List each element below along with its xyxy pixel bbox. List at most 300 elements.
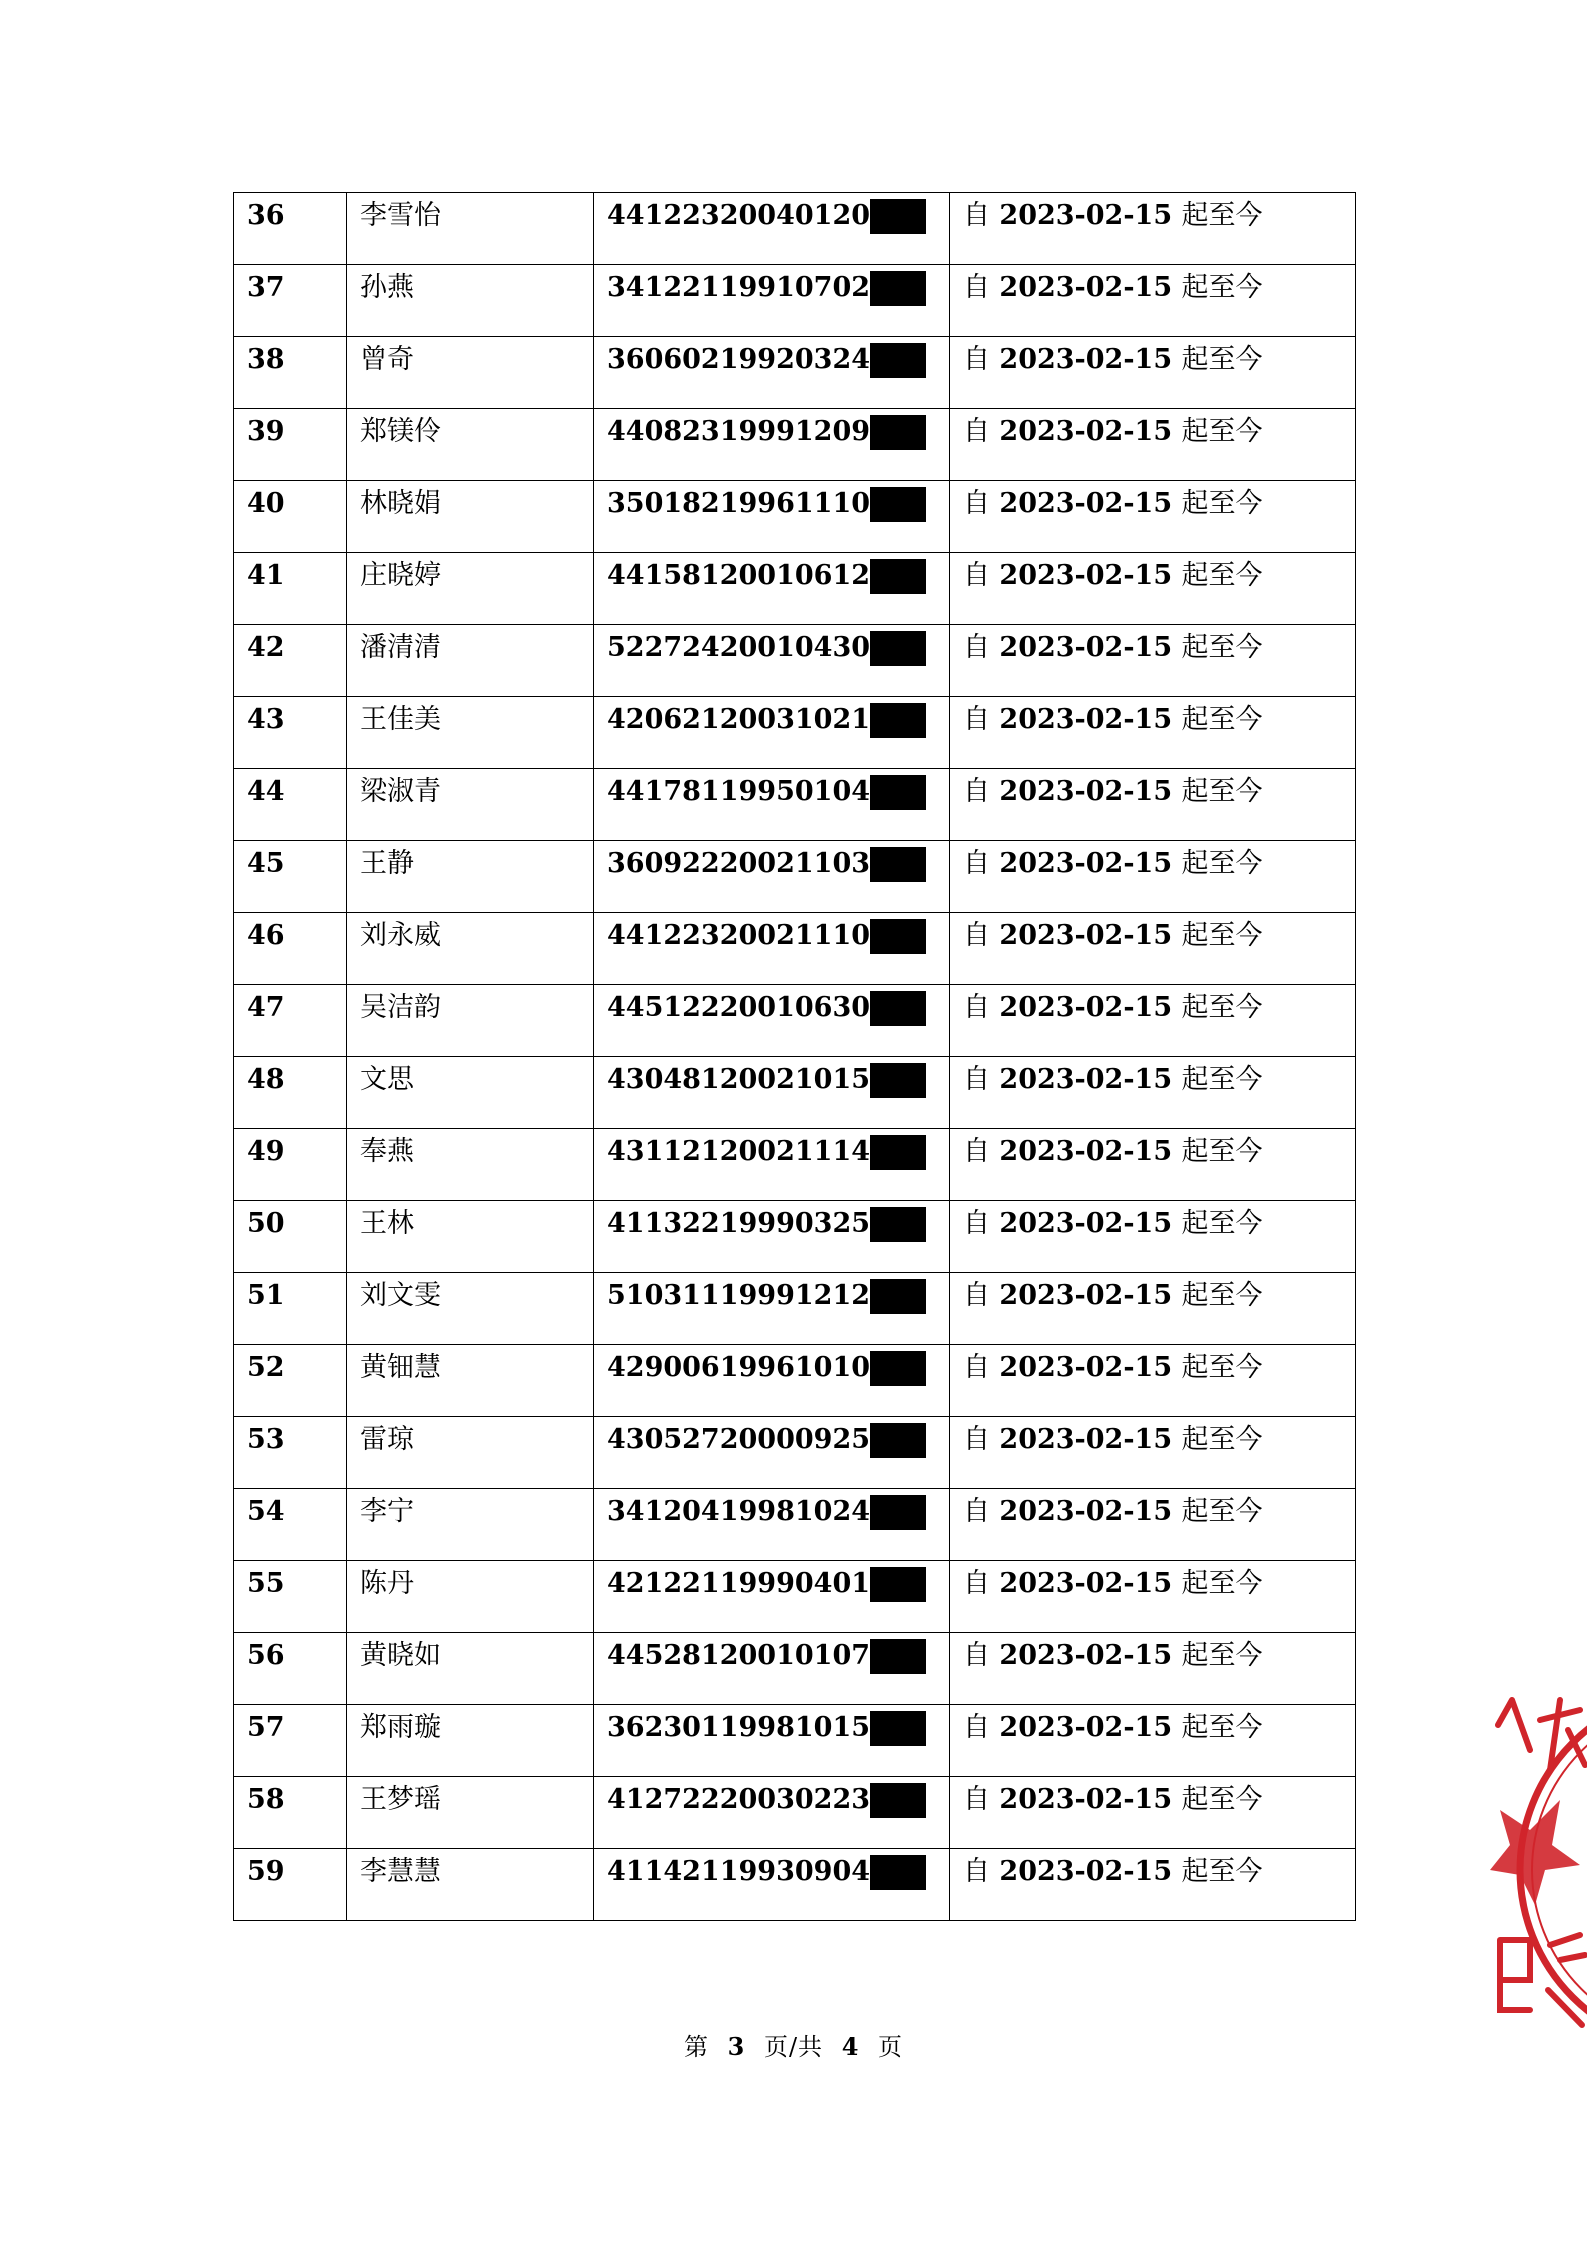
employee-name-cell	[347, 769, 594, 841]
id-number-cell	[594, 193, 950, 265]
employee-name-cell	[347, 1705, 594, 1777]
start-date: 2023-02-15	[999, 1568, 1173, 1599]
period-suffix: 起至今	[1181, 1568, 1263, 1599]
company-seal-stamp	[1490, 1680, 1587, 2060]
row-number: 54	[247, 1496, 285, 1527]
redaction-block	[870, 1135, 926, 1170]
id-number-wrapper	[607, 265, 926, 306]
period-suffix: 起至今	[1181, 272, 1263, 303]
employee-name: 雷琼	[360, 1424, 414, 1455]
id-number-visible: 44122320021110	[607, 920, 871, 951]
id-number-visible: 42900619961010	[607, 1352, 871, 1383]
period-suffix: 起至今	[1181, 416, 1263, 447]
employee-name: 庄晓婷	[360, 560, 441, 591]
table-row	[234, 1129, 1356, 1201]
start-date: 2023-02-15	[999, 560, 1173, 591]
id-number-wrapper	[607, 193, 926, 234]
employee-name-cell	[347, 1345, 594, 1417]
period-prefix: 自	[963, 1568, 990, 1599]
id-number-cell	[594, 1129, 950, 1201]
employee-name-cell	[347, 409, 594, 481]
employment-period	[963, 769, 1263, 807]
employment-period	[963, 1777, 1263, 1815]
id-number-cell	[594, 985, 950, 1057]
period-prefix: 自	[963, 776, 990, 807]
period-suffix: 起至今	[1181, 1712, 1263, 1743]
period-suffix: 起至今	[1181, 632, 1263, 663]
redaction-block	[870, 1783, 926, 1818]
id-number-wrapper	[607, 1201, 926, 1242]
row-number: 53	[247, 1424, 285, 1455]
id-number-cell	[594, 337, 950, 409]
period-prefix: 自	[963, 1424, 990, 1455]
employment-period-cell	[950, 625, 1356, 697]
page-current-number: 3	[727, 2032, 746, 2061]
row-number-cell	[234, 1057, 347, 1129]
table-row	[234, 985, 1356, 1057]
start-date: 2023-02-15	[999, 632, 1173, 663]
row-number-cell	[234, 1561, 347, 1633]
row-number: 38	[247, 344, 285, 375]
id-number-cell	[594, 625, 950, 697]
row-number-cell	[234, 553, 347, 625]
start-date: 2023-02-15	[999, 1352, 1173, 1383]
period-prefix: 自	[963, 416, 990, 447]
row-number: 42	[247, 632, 285, 663]
employee-name: 孙燕	[360, 272, 414, 303]
employee-name-cell	[347, 193, 594, 265]
start-date: 2023-02-15	[999, 1136, 1173, 1167]
employee-name-cell	[347, 841, 594, 913]
id-number-wrapper	[607, 481, 926, 522]
redaction-block	[870, 919, 926, 954]
period-prefix: 自	[963, 632, 990, 663]
employee-name-cell	[347, 1633, 594, 1705]
period-suffix: 起至今	[1181, 1784, 1263, 1815]
id-number-visible: 44122320040120	[607, 200, 871, 231]
row-number: 41	[247, 560, 285, 591]
row-number-cell	[234, 1417, 347, 1489]
employment-period	[963, 409, 1263, 447]
employment-period-cell	[950, 1777, 1356, 1849]
start-date: 2023-02-15	[999, 272, 1173, 303]
redaction-block	[870, 703, 926, 738]
id-number-wrapper	[607, 1561, 926, 1602]
table-row	[234, 1345, 1356, 1417]
id-number-visible: 51031119991212	[607, 1280, 871, 1311]
employment-period-cell	[950, 841, 1356, 913]
employee-name: 王静	[360, 848, 414, 879]
page-footer	[0, 2027, 1587, 2062]
employee-name: 郑雨璇	[360, 1712, 441, 1743]
id-number-visible: 42062120031021	[607, 704, 871, 735]
start-date: 2023-02-15	[999, 344, 1173, 375]
row-number: 57	[247, 1712, 285, 1743]
period-suffix: 起至今	[1181, 1064, 1263, 1095]
row-number: 40	[247, 488, 285, 519]
start-date: 2023-02-15	[999, 1640, 1173, 1671]
employee-name-cell	[347, 697, 594, 769]
table-row	[234, 1417, 1356, 1489]
start-date: 2023-02-15	[999, 488, 1173, 519]
id-number-visible: 42122119990401	[607, 1568, 871, 1599]
period-suffix: 起至今	[1181, 1496, 1263, 1527]
id-number-visible: 34122119910702	[607, 272, 871, 303]
start-date: 2023-02-15	[999, 1064, 1173, 1095]
employment-period-cell	[950, 1273, 1356, 1345]
redaction-block	[870, 1351, 926, 1386]
period-suffix: 起至今	[1181, 1856, 1263, 1887]
employee-name-cell	[347, 1849, 594, 1921]
id-number-visible: 35018219961110	[607, 488, 871, 519]
id-number-visible: 44082319991209	[607, 416, 871, 447]
redaction-block	[870, 271, 926, 306]
employment-period	[963, 1057, 1263, 1095]
employment-period-cell	[950, 1201, 1356, 1273]
redaction-block	[870, 1423, 926, 1458]
id-number-cell	[594, 409, 950, 481]
row-number: 58	[247, 1784, 285, 1815]
row-number: 37	[247, 272, 285, 303]
period-prefix: 自	[963, 1208, 990, 1239]
id-number-cell	[594, 553, 950, 625]
row-number: 39	[247, 416, 285, 447]
id-number-cell	[594, 1705, 950, 1777]
page-suffix: 页	[878, 2033, 904, 2061]
row-number: 49	[247, 1136, 285, 1167]
period-suffix: 起至今	[1181, 560, 1263, 591]
table-row	[234, 1489, 1356, 1561]
employee-name: 林晓娟	[360, 488, 441, 519]
table-row	[234, 913, 1356, 985]
row-number: 56	[247, 1640, 285, 1671]
redaction-block	[870, 631, 926, 666]
employment-period	[963, 1345, 1263, 1383]
employee-name: 李慧慧	[360, 1856, 441, 1887]
employment-period	[963, 1201, 1263, 1239]
start-date: 2023-02-15	[999, 1208, 1173, 1239]
row-number-cell	[234, 1849, 347, 1921]
row-number-cell	[234, 841, 347, 913]
id-number-wrapper	[607, 1273, 926, 1314]
period-prefix: 自	[963, 1352, 990, 1383]
row-number-cell	[234, 1633, 347, 1705]
period-prefix: 自	[963, 200, 990, 231]
row-number: 43	[247, 704, 285, 735]
employment-period-cell	[950, 1057, 1356, 1129]
period-prefix: 自	[963, 1136, 990, 1167]
period-prefix: 自	[963, 272, 990, 303]
start-date: 2023-02-15	[999, 1280, 1173, 1311]
row-number: 46	[247, 920, 285, 951]
redaction-block	[870, 1063, 926, 1098]
redaction-block	[870, 1639, 926, 1674]
period-suffix: 起至今	[1181, 344, 1263, 375]
id-number-visible: 44178119950104	[607, 776, 871, 807]
period-prefix: 自	[963, 1640, 990, 1671]
id-number-wrapper	[607, 769, 926, 810]
employee-name: 陈丹	[360, 1568, 414, 1599]
start-date: 2023-02-15	[999, 1856, 1173, 1887]
start-date: 2023-02-15	[999, 200, 1173, 231]
employment-period-cell	[950, 1561, 1356, 1633]
id-number-cell	[594, 697, 950, 769]
redaction-block	[870, 1855, 926, 1890]
id-number-visible: 43052720000925	[607, 1424, 871, 1455]
row-number-cell	[234, 265, 347, 337]
employee-name-cell	[347, 553, 594, 625]
employee-name: 吴洁韵	[360, 992, 441, 1023]
employment-period-cell	[950, 1129, 1356, 1201]
id-number-wrapper	[607, 1633, 926, 1674]
id-number-visible: 44528120010107	[607, 1640, 871, 1671]
employee-name: 王梦瑶	[360, 1784, 441, 1815]
row-number-cell	[234, 1201, 347, 1273]
row-number: 50	[247, 1208, 285, 1239]
row-number: 47	[247, 992, 285, 1023]
period-prefix: 自	[963, 560, 990, 591]
id-number-wrapper	[607, 841, 926, 882]
id-number-cell	[594, 1849, 950, 1921]
id-number-cell	[594, 1489, 950, 1561]
row-number-cell	[234, 481, 347, 553]
seal-graphic	[1490, 1680, 1587, 2060]
employment-period	[963, 337, 1263, 375]
employment-period	[963, 1705, 1263, 1743]
id-number-wrapper	[607, 1057, 926, 1098]
period-suffix: 起至今	[1181, 1352, 1263, 1383]
employment-period	[963, 193, 1263, 231]
id-number-wrapper	[607, 1705, 926, 1746]
employment-period-cell	[950, 337, 1356, 409]
period-suffix: 起至今	[1181, 992, 1263, 1023]
employment-period-cell	[950, 1705, 1356, 1777]
id-number-visible: 34120419981024	[607, 1496, 871, 1527]
id-number-cell	[594, 1417, 950, 1489]
row-number-cell	[234, 409, 347, 481]
employee-table-body	[234, 193, 1356, 1921]
employee-name-cell	[347, 1201, 594, 1273]
table-row	[234, 625, 1356, 697]
redaction-block	[870, 487, 926, 522]
id-number-cell	[594, 481, 950, 553]
period-suffix: 起至今	[1181, 776, 1263, 807]
period-suffix: 起至今	[1181, 1280, 1263, 1311]
page-mid-text: 页/共	[763, 2033, 824, 2061]
id-number-cell	[594, 265, 950, 337]
id-number-wrapper	[607, 1129, 926, 1170]
redaction-block	[870, 1279, 926, 1314]
table-row	[234, 409, 1356, 481]
id-number-cell	[594, 769, 950, 841]
redaction-block	[870, 199, 926, 234]
employee-name-cell	[347, 1417, 594, 1489]
employment-period	[963, 841, 1263, 879]
id-number-visible: 36230119981015	[607, 1712, 871, 1743]
employee-name: 黄钿慧	[360, 1352, 441, 1383]
employment-period	[963, 553, 1263, 591]
period-suffix: 起至今	[1181, 1640, 1263, 1671]
employee-name-cell	[347, 913, 594, 985]
id-number-visible: 44158120010612	[607, 560, 871, 591]
employment-period-cell	[950, 193, 1356, 265]
employee-name-cell	[347, 625, 594, 697]
id-number-wrapper	[607, 1417, 926, 1458]
table-row	[234, 265, 1356, 337]
redaction-block	[870, 415, 926, 450]
row-number-cell	[234, 1345, 347, 1417]
row-number-cell	[234, 1777, 347, 1849]
start-date: 2023-02-15	[999, 1496, 1173, 1527]
employee-table	[233, 192, 1356, 1921]
row-number: 48	[247, 1064, 285, 1095]
row-number-cell	[234, 1129, 347, 1201]
period-prefix: 自	[963, 1280, 990, 1311]
seal-star-icon	[1490, 1800, 1580, 1905]
table-row	[234, 1201, 1356, 1273]
table-row	[234, 1777, 1356, 1849]
page-prefix: 第	[683, 2033, 709, 2061]
period-prefix: 自	[963, 1064, 990, 1095]
id-number-wrapper	[607, 913, 926, 954]
row-number: 52	[247, 1352, 285, 1383]
table-row	[234, 553, 1356, 625]
employee-name-cell	[347, 1057, 594, 1129]
id-number-wrapper	[607, 409, 926, 450]
employment-period-cell	[950, 913, 1356, 985]
period-suffix: 起至今	[1181, 848, 1263, 879]
row-number: 55	[247, 1568, 285, 1599]
id-number-cell	[594, 1345, 950, 1417]
employment-period	[963, 265, 1263, 303]
id-number-visible: 36060219920324	[607, 344, 871, 375]
employee-name-cell	[347, 1129, 594, 1201]
employment-period	[963, 913, 1263, 951]
employee-name: 李宁	[360, 1496, 414, 1527]
id-number-cell	[594, 1201, 950, 1273]
row-number: 44	[247, 776, 285, 807]
period-prefix: 自	[963, 992, 990, 1023]
employee-name: 王林	[360, 1208, 414, 1239]
row-number-cell	[234, 1273, 347, 1345]
redaction-block	[870, 847, 926, 882]
redaction-block	[870, 1207, 926, 1242]
period-prefix: 自	[963, 1856, 990, 1887]
id-number-wrapper	[607, 697, 926, 738]
period-suffix: 起至今	[1181, 920, 1263, 951]
table-row	[234, 1705, 1356, 1777]
employee-name: 曾奇	[360, 344, 414, 375]
id-number-wrapper	[607, 625, 926, 666]
id-number-wrapper	[607, 985, 926, 1026]
employee-name: 刘文雯	[360, 1280, 441, 1311]
employment-period-cell	[950, 265, 1356, 337]
employment-period	[963, 985, 1263, 1023]
period-suffix: 起至今	[1181, 488, 1263, 519]
employee-name: 郑镁伶	[360, 416, 441, 447]
id-number-cell	[594, 1273, 950, 1345]
id-number-cell	[594, 841, 950, 913]
row-number-cell	[234, 769, 347, 841]
id-number-wrapper	[607, 1345, 926, 1386]
employment-period-cell	[950, 697, 1356, 769]
start-date: 2023-02-15	[999, 992, 1173, 1023]
employee-name-cell	[347, 985, 594, 1057]
period-prefix: 自	[963, 1712, 990, 1743]
row-number: 59	[247, 1856, 285, 1887]
id-number-visible: 43048120021015	[607, 1064, 871, 1095]
redaction-block	[870, 1711, 926, 1746]
period-prefix: 自	[963, 488, 990, 519]
employee-name-cell	[347, 1561, 594, 1633]
table-row	[234, 697, 1356, 769]
employee-name: 黄晓如	[360, 1640, 441, 1671]
table-row	[234, 1849, 1356, 1921]
employee-name-cell	[347, 337, 594, 409]
row-number-cell	[234, 625, 347, 697]
period-prefix: 自	[963, 704, 990, 735]
id-number-wrapper	[607, 1777, 926, 1818]
employee-name: 奉燕	[360, 1136, 414, 1167]
row-number-cell	[234, 697, 347, 769]
employment-period	[963, 1129, 1263, 1167]
employment-period	[963, 1417, 1263, 1455]
period-prefix: 自	[963, 344, 990, 375]
start-date: 2023-02-15	[999, 1424, 1173, 1455]
period-prefix: 自	[963, 1784, 990, 1815]
employee-name: 梁淑青	[360, 776, 441, 807]
employment-period	[963, 1561, 1263, 1599]
id-number-visible: 41142119930904	[607, 1856, 871, 1887]
employee-name: 王佳美	[360, 704, 441, 735]
id-number-visible: 41132219990325	[607, 1208, 871, 1239]
start-date: 2023-02-15	[999, 704, 1173, 735]
id-number-visible: 44512220010630	[607, 992, 871, 1023]
page-total-number: 4	[841, 2032, 860, 2061]
row-number: 36	[247, 200, 285, 231]
period-suffix: 起至今	[1181, 1136, 1263, 1167]
table-row	[234, 1273, 1356, 1345]
employment-period	[963, 1849, 1263, 1887]
row-number-cell	[234, 913, 347, 985]
period-suffix: 起至今	[1181, 1208, 1263, 1239]
period-suffix: 起至今	[1181, 704, 1263, 735]
id-number-wrapper	[607, 553, 926, 594]
employment-period	[963, 1633, 1263, 1671]
redaction-block	[870, 991, 926, 1026]
id-number-visible: 52272420010430	[607, 632, 871, 663]
redaction-block	[870, 343, 926, 378]
redaction-block	[870, 775, 926, 810]
employee-name-cell	[347, 265, 594, 337]
id-number-cell	[594, 1777, 950, 1849]
employment-period-cell	[950, 553, 1356, 625]
id-number-cell	[594, 1633, 950, 1705]
period-prefix: 自	[963, 1496, 990, 1527]
start-date: 2023-02-15	[999, 416, 1173, 447]
row-number-cell	[234, 337, 347, 409]
table-row	[234, 769, 1356, 841]
table-row	[234, 193, 1356, 265]
id-number-cell	[594, 913, 950, 985]
table-row	[234, 337, 1356, 409]
row-number-cell	[234, 193, 347, 265]
period-prefix: 自	[963, 920, 990, 951]
id-number-cell	[594, 1561, 950, 1633]
redaction-block	[870, 559, 926, 594]
employment-period-cell	[950, 1633, 1356, 1705]
employment-period	[963, 1273, 1263, 1311]
